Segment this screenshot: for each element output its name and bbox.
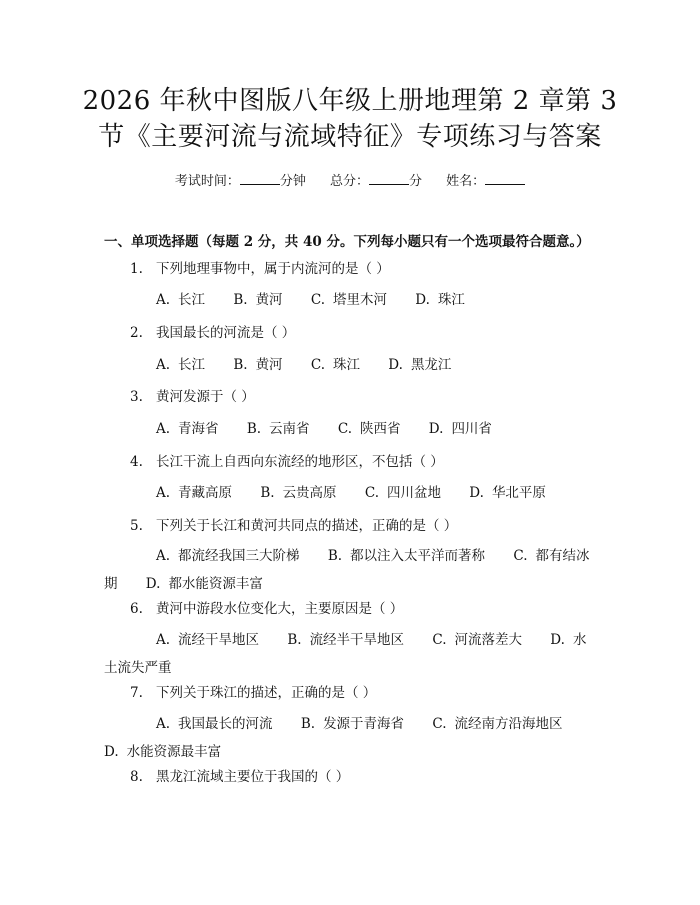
option-c: C. 陕西省	[337, 421, 401, 437]
option-c: C. 都有结冰期	[104, 548, 590, 592]
question-6	[104, 598, 604, 620]
total-score-unit: 分	[409, 174, 423, 189]
question-2-options	[104, 351, 590, 379]
exam-time-blank	[240, 172, 280, 185]
exam-time-unit: 分钟	[279, 174, 306, 189]
student-name-blank	[485, 172, 525, 185]
option-c: C. 塔里木河	[310, 292, 387, 308]
question-number: 2.	[130, 325, 143, 341]
exam-time-field	[175, 174, 310, 189]
document-title-line-1: 2026 年秋中图版八年级上册地理第 2 章第 3	[82, 86, 618, 116]
question-1	[104, 258, 604, 280]
question-stem: 下列关于长江和黄河共同点的描述，正确的是（ ）	[156, 518, 458, 534]
total-score-label: 总分：	[329, 174, 369, 189]
question-stem: 下列地理事物中，属于内流河的是（ ）	[156, 261, 390, 277]
question-7	[104, 682, 604, 704]
question-number: 7.	[130, 685, 143, 701]
question-stem: 下列关于珠江的描述，正确的是（ ）	[156, 685, 377, 701]
option-d: D. 水土流失严重	[104, 632, 587, 676]
exam-info-line	[0, 170, 700, 189]
option-d: D. 水能资源最丰富	[104, 744, 222, 760]
section-heading-single-choice: 一、单项选择题（每题 2 分，共 40 分。下列每小题只有一个选项最符合题意。）	[104, 234, 590, 250]
question-1-options	[104, 286, 590, 314]
option-b: B. 云贵高原	[260, 485, 337, 501]
student-name-label: 姓名：	[446, 174, 486, 189]
option-a: A. 长江	[156, 292, 206, 308]
option-d: D. 四川省	[428, 421, 492, 437]
option-b: B. 云南省	[246, 421, 310, 437]
question-number: 6.	[130, 601, 143, 617]
document-title-line-2: 节《主要河流与流域特征》专项练习与答案	[98, 122, 602, 152]
question-number: 8.	[130, 769, 143, 785]
option-a: A. 我国最长的河流	[156, 716, 273, 732]
option-d: D. 黑龙江	[388, 357, 452, 373]
exam-time-label: 考试时间：	[174, 174, 240, 189]
question-5	[104, 515, 604, 537]
option-a: A. 流经干旱地区	[156, 632, 260, 648]
option-c: C. 珠江	[310, 357, 360, 373]
question-6-options	[104, 626, 590, 682]
total-score-blank	[369, 172, 409, 185]
question-2	[104, 322, 604, 344]
option-c: C. 流经南方沿海地区	[432, 716, 563, 732]
option-d: D. 珠江	[415, 292, 465, 308]
question-7-options	[104, 710, 590, 766]
option-b: B. 流经半干旱地区	[287, 632, 405, 648]
question-5-options	[104, 542, 590, 598]
option-a: A. 长江	[156, 357, 206, 373]
question-stem: 我国最长的河流是（ ）	[156, 325, 296, 341]
question-stem: 黑龙江流域主要位于我国的（ ）	[156, 769, 350, 785]
option-a: A. 青藏高原	[156, 485, 233, 501]
student-name-field	[446, 174, 525, 189]
option-c: C. 四川盆地	[364, 485, 441, 501]
option-a: A. 都流经我国三大阶梯	[156, 548, 300, 564]
question-8	[104, 766, 604, 788]
question-number: 1.	[130, 261, 143, 277]
option-b: B. 黄河	[233, 292, 283, 308]
question-number: 5.	[130, 518, 143, 534]
question-number: 4.	[130, 454, 143, 470]
question-stem: 黄河发源于（ ）	[156, 389, 255, 405]
question-4	[104, 451, 604, 473]
question-3	[104, 386, 604, 408]
option-d: D. 都水能资源丰富	[145, 576, 263, 592]
option-b: B. 发源于青海省	[300, 716, 405, 732]
option-c: C. 河流落差大	[432, 632, 522, 648]
question-4-options	[104, 479, 590, 507]
total-score-field	[330, 174, 426, 189]
question-number: 3.	[130, 389, 143, 405]
option-b: B. 黄河	[233, 357, 283, 373]
option-b: B. 都以注入太平洋而著称	[327, 548, 486, 564]
question-3-options	[104, 415, 590, 443]
option-a: A. 青海省	[156, 421, 219, 437]
question-stem: 黄河中游段水位变化大，主要原因是（ ）	[156, 601, 404, 617]
option-d: D. 华北平原	[469, 485, 546, 501]
question-stem: 长江干流上自西向东流经的地形区，不包括（ ）	[156, 454, 444, 470]
